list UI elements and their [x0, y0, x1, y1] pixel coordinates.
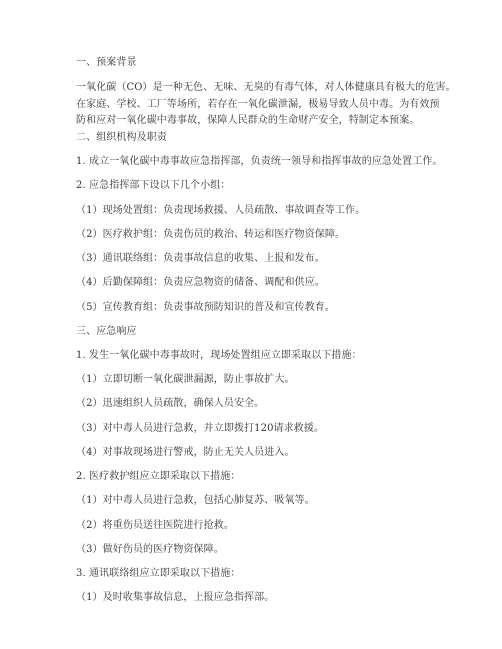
- list-item: 2. 医疗救护组应立即采取以下措施：: [76, 471, 241, 482]
- list-item: （2）迅速组织人员疏散，确保人员安全。: [76, 398, 265, 409]
- list-item: （1）现场处置组：负责现场救援、人员疏散、事故调查等工作。: [76, 205, 366, 216]
- list-item: （1）立即切断一氧化碳泄漏源，防止事故扩大。: [76, 374, 295, 385]
- section-heading: 二、组织机构及职责: [76, 132, 167, 143]
- list-item: （2）医疗救护组：负责伤员的救治、转运和医疗物资保障。: [76, 229, 346, 240]
- paragraph-line: 在家庭、学校、工厂等场所，若存在一氧化碳泄漏，极易导致人员中毒。为有效预: [76, 99, 440, 110]
- list-item: 2. 应急指挥部下设以下几个小组：: [76, 180, 231, 191]
- section-heading: 三、应急响应: [76, 326, 137, 337]
- list-item: （4）后勤保障组：负责应急物资的储备、调配和供应。: [76, 277, 325, 288]
- list-item: （2）将重伤员送往医院进行抢救。: [76, 520, 234, 531]
- section-heading: 一、预案背景: [76, 57, 137, 68]
- list-item: 3. 通讯联络组应立即采取以下措施：: [76, 568, 241, 579]
- paragraph-line: 一氧化碳（CO）是一种无色、无味、无臭的有毒气体，对人体健康具有极大的危害。: [76, 82, 456, 93]
- list-item: （3）通讯联络组：负责事故信息的收集、上报和发布。: [76, 253, 325, 264]
- list-item: （3）做好伤员的医疗物资保障。: [76, 544, 224, 555]
- list-item: （5）宣传教育组：负责事故预防知识的普及和宣传教育。: [76, 302, 335, 313]
- list-item: （1）对中毒人员进行急救，包括心肺复苏、吸氧等。: [76, 495, 315, 506]
- list-item: 1. 发生一氧化碳中毒事故时，现场处置组应立即采取以下措施：: [76, 350, 362, 361]
- paragraph-line: 防和应对一氧化碳中毒事故，保障人民群众的生命财产安全，特制定本预案。: [76, 115, 420, 126]
- list-item: （4）对事故现场进行警戒，防止无关人员进入。: [76, 447, 295, 458]
- list-item: （1）及时收集事故信息，上报应急指挥部。: [76, 592, 275, 603]
- list-item: （3）对中毒人员进行急救，并立即拨打120请求救援。: [76, 423, 325, 434]
- list-item: 1. 成立一氧化碳中毒事故应急指挥部，负责统一领导和指挥事故的应急处置工作。: [76, 156, 443, 167]
